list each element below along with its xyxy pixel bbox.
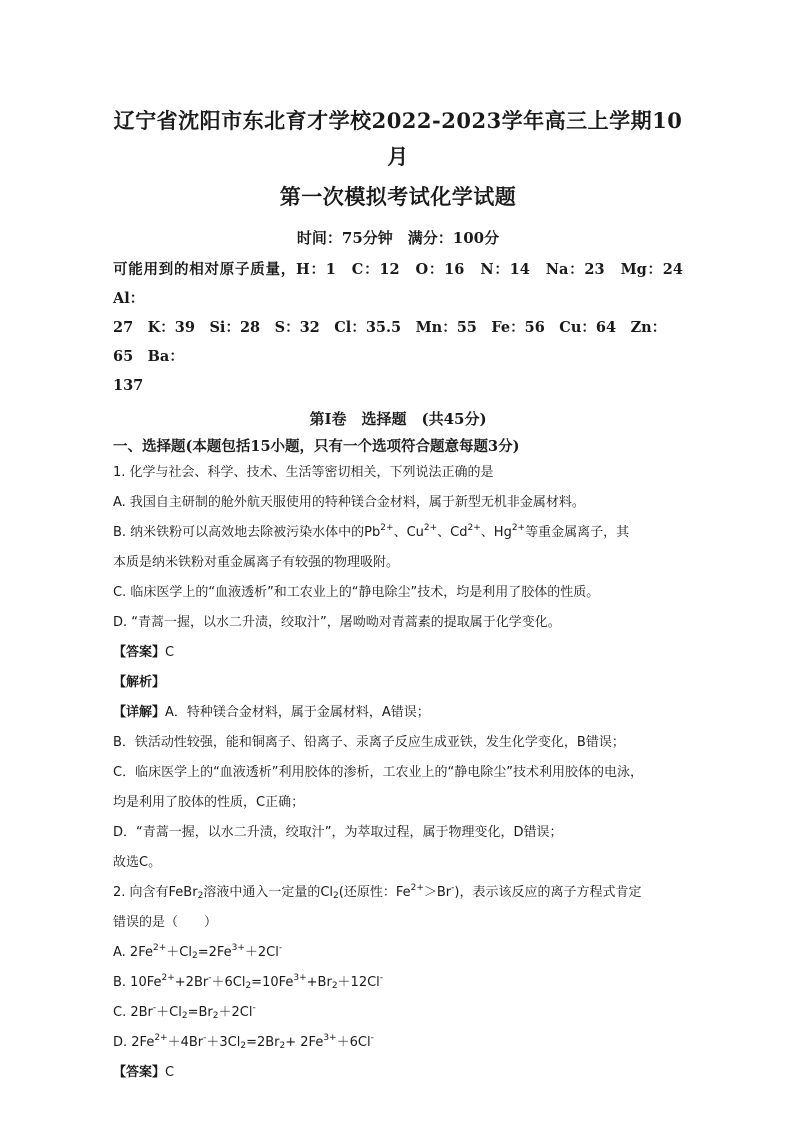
document-content [113, 103, 698, 1088]
subscript: 2 [240, 1041, 247, 1051]
charge: 3+ [231, 943, 245, 953]
subscript: 2 [181, 1011, 188, 1021]
eq-part: C. 2Br [113, 1005, 153, 1020]
charge: - [370, 1033, 374, 1043]
q1-detail-a-text: A．特种镁合金材料，属于金属材料，A错误； [165, 705, 430, 720]
q1-option-b-ion4: 、Hg [480, 525, 512, 540]
charge: - [379, 973, 384, 983]
q1-option-b-cont: 本质是纳米铁粉对重金属离子有较强的物理吸附。 [113, 555, 400, 570]
subscript: 2 [191, 951, 198, 961]
q2-stem-p3: (还原性：Fe [338, 885, 411, 900]
charge: - [208, 973, 212, 983]
q2-stem-cont: 错误的是（ ） [113, 915, 218, 930]
analysis-label: 【解析】 [113, 675, 166, 690]
charge: - [152, 1003, 157, 1013]
answer-value: C [165, 1065, 175, 1080]
q2-option-a [113, 938, 683, 968]
q1-answer [113, 638, 683, 668]
eq-part: =Br [187, 1005, 213, 1020]
eq-part: ＋2Cl [218, 1005, 253, 1020]
eq-part: ＋6Cl [211, 975, 246, 990]
answer-label: 【答案】 [113, 645, 166, 660]
eq-part: + 2Fe [285, 1035, 324, 1050]
q1-option-b-ion2: 、Cu [393, 525, 424, 540]
q2-stem [113, 878, 683, 908]
eq-part: =10Fe [251, 975, 294, 990]
subscript: 2 [212, 1011, 219, 1021]
q1-stem: 1. 化学与社会、科学、技术、生活等密切相关，下列说法正确的是 [113, 465, 494, 480]
subscript: 2 [331, 981, 338, 991]
charge: 2+ [511, 523, 526, 533]
q2-stem-p1: 2. 向含有FeBr [113, 885, 198, 900]
q1-detail-c-cont: 均是利用了胶体的性质，C正确； [113, 795, 305, 810]
q1-option-c: C. 临床医学上的“血液透析”和工农业上的“静电除尘”技术，均是利用了胶体的性质。 [113, 585, 600, 600]
charge: - [278, 943, 283, 953]
eq-part: D. 2Fe [113, 1035, 155, 1050]
eq-part: ＋2Cl [244, 945, 279, 960]
subscript: 2 [197, 891, 204, 901]
q2-stem-p4: ＞Br [423, 885, 452, 900]
eq-part: =2Br [246, 1035, 280, 1050]
q2-stem-p2: 溶液中通入一定量的Cl [203, 885, 334, 900]
exam-title-line2: 第一次模拟考试化学试题 [279, 184, 517, 209]
detail-label: 【详解】 [113, 705, 166, 720]
eq-part: ＋Cl [156, 1005, 182, 1020]
charge: - [451, 883, 455, 893]
charge: 2+ [152, 943, 167, 953]
atomic-mass-line2: 27 K：39 Si：28 S：32 Cl：35.5 Mn：55 Fe：56 Cu：64 Zn：65 Ba： [113, 319, 667, 365]
eq-part: ＋6Cl [336, 1035, 371, 1050]
charge: 3+ [293, 973, 307, 983]
q2-option-b [113, 968, 683, 998]
eq-part: A. 2Fe [113, 945, 153, 960]
eq-part: B. 10Fe [113, 975, 162, 990]
eq-part: ＋3Cl [206, 1035, 241, 1050]
atomic-mass-line3: 137 [113, 377, 144, 394]
eq-part: +Br [306, 975, 332, 990]
exam-time-info: 时间：75分钟 满分：100分 [296, 229, 500, 247]
eq-part: ＋4Br [167, 1035, 204, 1050]
q1-option-b-suffix: 等重金属离子，其 [525, 525, 630, 540]
charge: 2+ [423, 523, 438, 533]
charge: 2+ [154, 1033, 168, 1043]
eq-part: =2Fe [197, 945, 232, 960]
q1-option-b-prefix: B. 纳米铁粉可以高效地去除被污染水体中的Pb [113, 525, 381, 540]
q1-option-a: A. 我国自主研制的舱外航天服使用的特种镁合金材料，属于新型无机非金属材料。 [113, 495, 585, 510]
answer-label: 【答案】 [113, 1065, 166, 1080]
q1-option-b [113, 518, 683, 548]
section-title: 第I卷 选择题 (共45分) [309, 410, 487, 428]
q2-stem-p5: )，表示该反应的离子方程式肯定 [454, 885, 642, 900]
subscript: 2 [333, 891, 339, 901]
q1-detail-c: C．临床医学上的“血液透析”利用胶体的渗析，工农业上的“静电除尘”技术利用胶体的电泳， [113, 765, 644, 780]
q1-option-b-ion3: 、Cd [437, 525, 468, 540]
eq-part: ＋12Cl [337, 975, 380, 990]
charge: - [252, 1003, 256, 1013]
q1-detail-d: D．“青蒿一握，以水二升渍，绞取汁”，为萃取过程，属于物理变化，D错误； [113, 825, 563, 840]
charge: 2+ [161, 973, 175, 983]
q1-detail-a [113, 698, 683, 728]
charge: 3+ [323, 1033, 337, 1043]
exam-title-line1: 辽宁省沈阳市东北育才学校2022-2023学年高三上学期10月 [113, 108, 683, 169]
charge: - [203, 1033, 207, 1043]
answer-value: C [165, 645, 175, 660]
charge: 2+ [467, 523, 481, 533]
q2-answer [113, 1058, 683, 1088]
q1-analysis [113, 668, 683, 698]
q2-option-c [113, 998, 683, 1028]
subscript: 2 [245, 981, 252, 991]
q1-conclusion: 故选C。 [113, 855, 162, 870]
q1-option-d: D. “青蒿一握，以水二升渍，绞取汁”，屠呦呦对青蒿素的提取属于化学变化。 [113, 615, 561, 630]
atomic-mass-line1: 可能用到的相对原子质量，H：1 C：12 O：16 N：14 Na：23 Mg：24 Al： [113, 261, 698, 307]
eq-part: ＋Cl [166, 945, 192, 960]
part-heading: 一、选择题(本题包括15小题，只有一个选项符合题意每题3分) [113, 438, 520, 455]
subscript: 2 [279, 1041, 286, 1051]
eq-part: +2Br [174, 975, 209, 990]
charge: 2+ [380, 523, 394, 533]
q2-option-d [113, 1028, 683, 1058]
q1-detail-b: B．铁活动性较强，能和铜离子、铅离子、汞离子反应生成亚铁，发生化学变化，B错误； [113, 735, 625, 750]
charge: 2+ [410, 883, 424, 893]
